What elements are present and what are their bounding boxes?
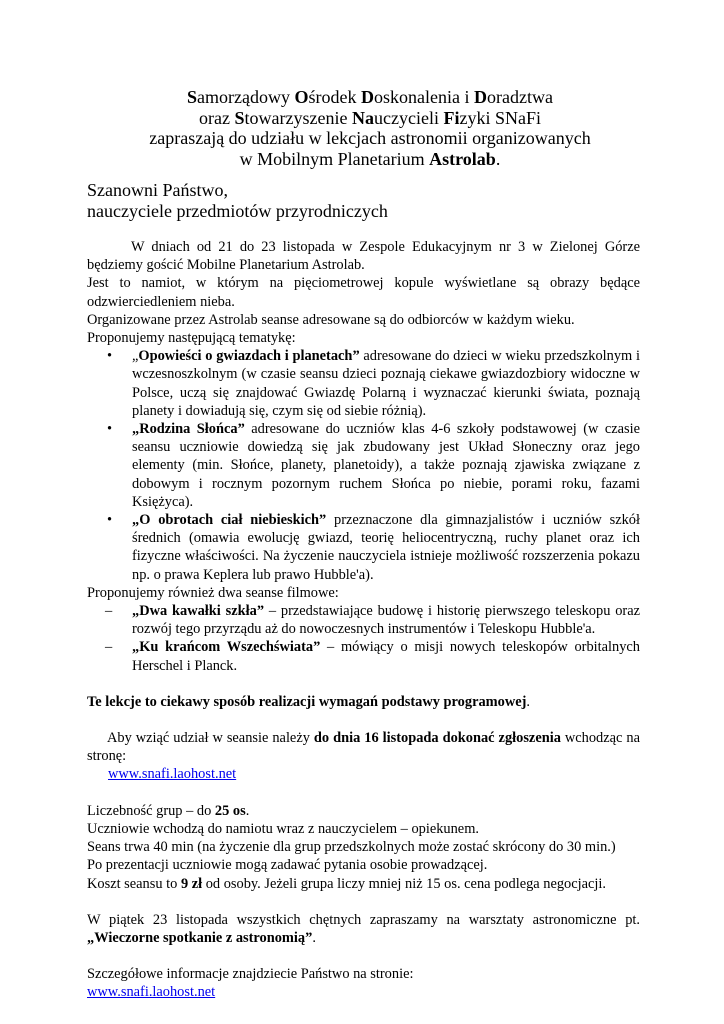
bold-text: Opowieści o gwiazdach i planetach” [138, 348, 360, 365]
bold-text: Te lekcje to ciekawy sposób realizacji wymagań podstawy programowej [87, 693, 527, 710]
paragraph-details: Szczegółowe informacje znajdziecie Państwo na stronie: [87, 966, 414, 983]
greeting-addressee: nauczyciele przedmiotów przyrodniczych [87, 201, 388, 221]
bold-text: 25 os [214, 802, 246, 819]
bold-text: „O obrotach ciał niebieskich” [132, 512, 327, 529]
films-list [87, 602, 640, 675]
details-link-line [87, 983, 640, 1001]
bold-text: „Dwa kawałki szkła” [132, 603, 265, 620]
paragraph-signup: Aby wziąć udział w seansie należy do dnia 16 listopada dokonać zgłoszenia wchodząc na stronę: [87, 730, 640, 765]
paragraph-films-intro: Proponujemy również dwa seanse filmowe: [87, 584, 339, 601]
bold-text: D [474, 87, 487, 107]
bold-text: Astrolab [429, 148, 496, 169]
header-line-invitation: zapraszają do udziału w lekcjach astronomii organizowanych [149, 128, 591, 148]
bold-text: Na [351, 107, 374, 128]
paragraph-propose: Proponujemy następującą tematykę: [87, 330, 296, 347]
paragraph-group-size: Liczebność grup – do 25 os. [87, 802, 250, 819]
list-item-topic-celestial-rotation: • „O obrotach ciał niebieskich” przeznaczone dla gimnazjalistów i uczniów szkół średnich (omawia ewolucję gwiazd, teorię heliocentryczną, ruchy planet oraz ich fizyczne właściwości. Na życzenie nauczyciela istnieje możliwość rozszerzenia pokazu np. o prawa Keplera lub prawo Hubble'a). [132, 511, 640, 584]
bold-text: „Wieczorne spotkanie z astronomią” [87, 929, 313, 946]
greeting [87, 180, 647, 222]
list-item-film-universe: – „Ku krańcom Wszechświata” – mówiący o misji nowych teleskopów orbitalnych Herschel i Planck. [132, 638, 640, 674]
paragraph-audience: Organizowane przez Astrolab seanse adresowane są do odbiorców w każdym wieku. [87, 311, 575, 328]
paragraph-intro: W dniach od 21 do 23 listopada w Zespole Edukacyjnym nr 3 w Zielonej Górze będziemy gościć Mobilne Planetarium Astrolab. [87, 239, 640, 274]
bold-text: O [294, 87, 309, 107]
paragraph-questions: Po prezentacji uczniowie mogą zadawać pytania osobie prowadzącej. [87, 857, 488, 874]
paragraph-curriculum: Te lekcje to ciekawy sposób realizacji wymagań podstawy programowej. [87, 693, 531, 710]
bold-text: „Rodzina Słońca” [132, 421, 245, 438]
letter-body [87, 238, 640, 1002]
list-item-topic-stars: • „Opowieści o gwiazdach i planetach” adresowane do dzieci w wieku przedszkolnym i wczesnoszkolnym (w czasie seansu dzieci poznają ciekawe gwiazdozbiory widoczne w Polsce, uczą się znajdować Gwiazdę Polarną i wyznaczać kierunki świata, poznają planety i dowiadują się, czym się od siebie różnią). [132, 347, 640, 420]
signup-link-line [87, 765, 640, 783]
greeting-salutation: Szanowni Państwo, [87, 180, 228, 200]
list-item-topic-sun-family: • „Rodzina Słońca” adresowane do uczniów klas 4-6 szkoły podstawowej (w czasie seansu uczniowie dowiedzą się jak zbudowany jest Układ Słoneczny oraz jego elementy (min. Słońce, planety, planetoidy), a także poznają zjawiska związane z dobowym i rocznym pozornym ruchem Słońca po niebie, porami roku, fazami Księżyca). [132, 420, 640, 511]
bold-text: do dnia 16 listopada dokonać zgłoszenia [313, 730, 561, 747]
letter-header [60, 87, 680, 169]
bold-text: D [361, 87, 375, 107]
list-item-film-glass: – „Dwa kawałki szkła” – przedstawiające budowę i historię pierwszego teleskopu oraz rozwój tego przyrządu aż do nowoczesnych instrumentów i Teleskopu Hubble'a. [132, 602, 640, 638]
bold-text: S [234, 107, 245, 128]
paragraph-workshop: W piątek 23 listopada wszystkich chętnych zapraszamy na warsztaty astronomiczne pt. „Wieczorne spotkanie z astronomią”. [87, 911, 640, 946]
paragraph-tent: Jest to namiot, w którym na pięciometrowej kopule wyświetlane są obrazy będące odzwierciedleniem nieba. [87, 275, 640, 310]
paragraph-duration: Seans trwa 40 min (na życzenie dla grup przedszkolnych może zostać skrócony do 30 min.) [87, 839, 616, 856]
bold-text: Fi [443, 107, 460, 128]
details-link[interactable]: www.snafi.laohost.net [87, 984, 216, 1001]
header-line-organization: Samorządowy Ośrodek Doskonalenia i Doradztwa [187, 87, 553, 107]
header-line-planetarium: w Mobilnym Planetarium Astrolab. [239, 148, 501, 169]
bold-text: 9 zł [180, 875, 203, 892]
topics-list [87, 347, 640, 584]
header-line-association: oraz Stowarzyszenie Nauczycieli Fizyki SNaFi [199, 107, 541, 128]
signup-link[interactable]: www.snafi.laohost.net [108, 766, 237, 783]
bold-text: S [187, 87, 198, 107]
paragraph-entry: Uczniowie wchodzą do namiotu wraz z nauczycielem – opiekunem. [87, 820, 479, 837]
paragraph-cost: Koszt seansu to 9 zł od osoby. Jeżeli grupa liczy mniej niż 15 os. cena podlega negocjacji. [87, 875, 606, 892]
bold-text: „Ku krańcom Wszechświata” [132, 639, 321, 656]
